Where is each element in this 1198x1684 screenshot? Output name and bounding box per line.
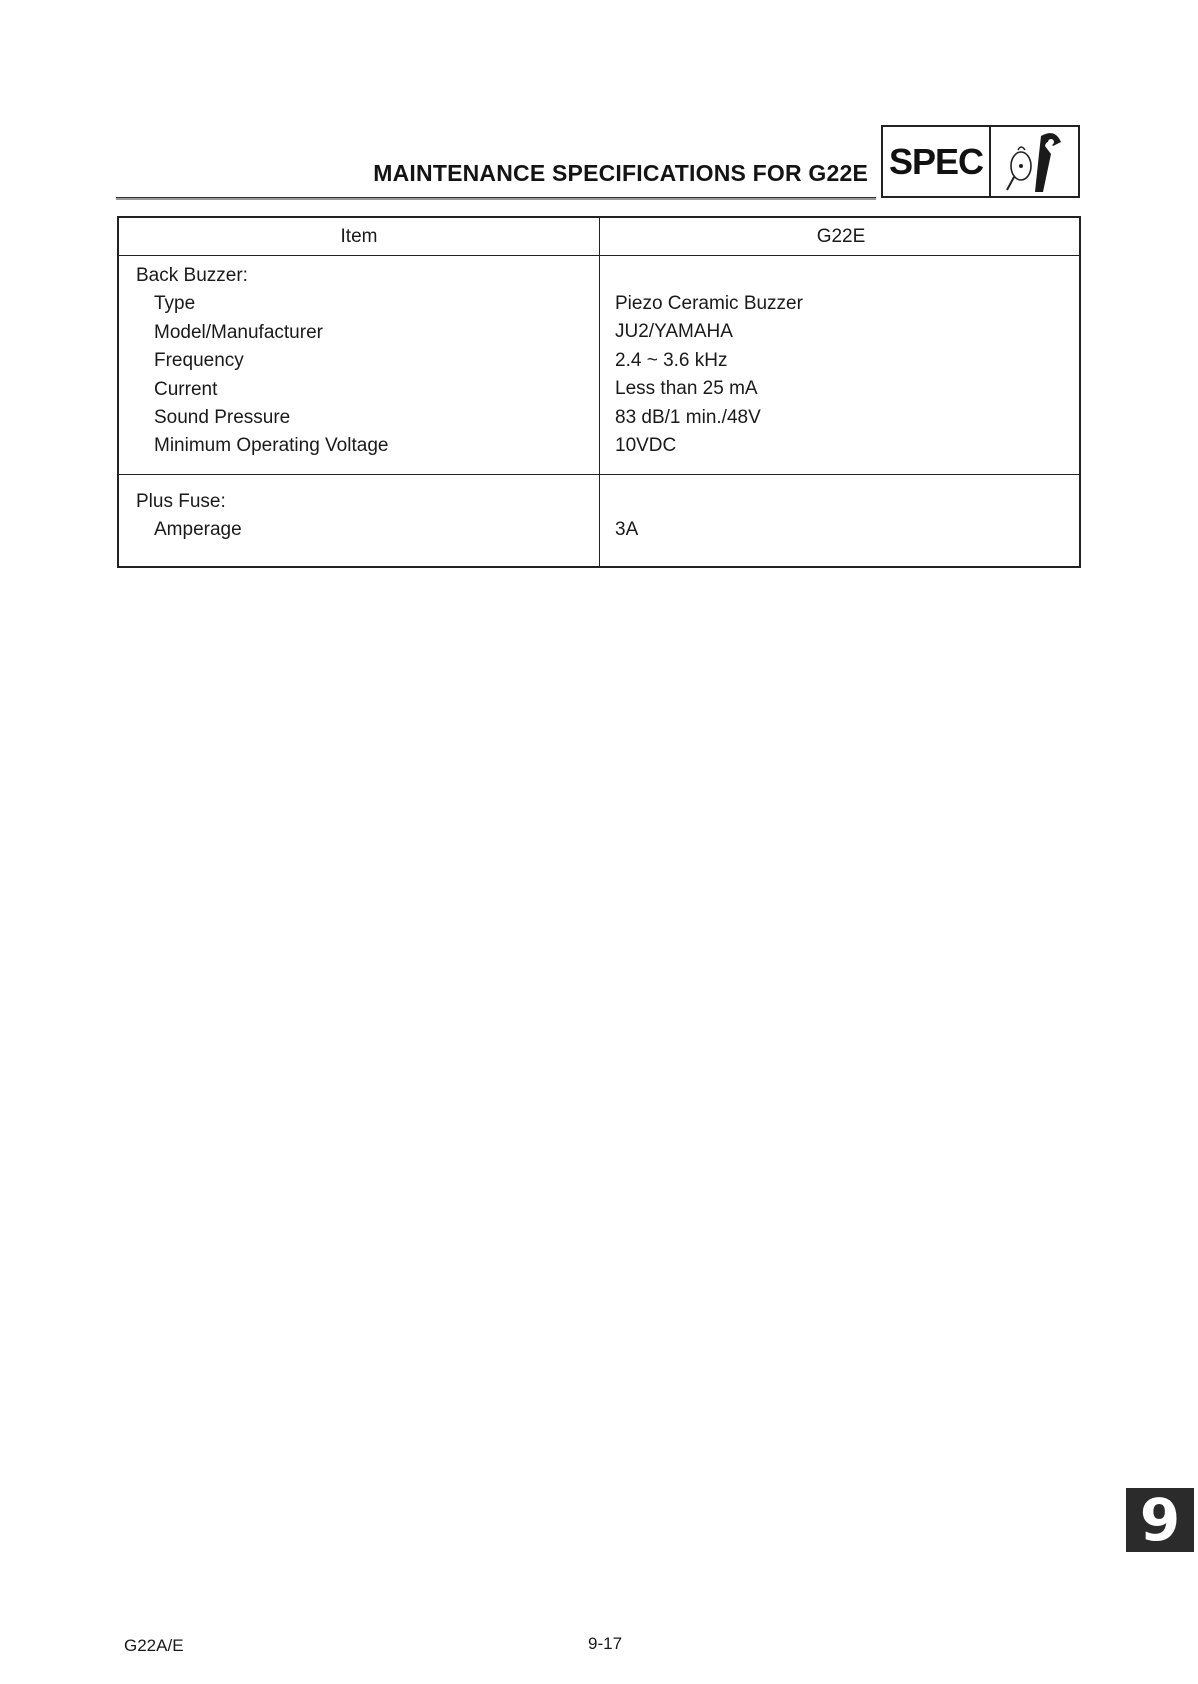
section-back-buzzer-items xyxy=(136,262,388,461)
column-header-item: Item xyxy=(340,226,378,247)
item-value: Less than 25 mA xyxy=(615,378,758,400)
section-plus-fuse-values xyxy=(615,516,638,544)
column-header-model: G22E xyxy=(816,226,866,247)
page-title: MAINTENANCE SPECIFICATIONS FOR G22E xyxy=(373,160,868,186)
footer-model: G22A/E xyxy=(124,1636,184,1655)
item-value: JU2/YAMAHA xyxy=(615,321,733,343)
item-value: Piezo Ceramic Buzzer xyxy=(615,293,803,314)
item-label: Minimum Operating Voltage xyxy=(154,435,389,457)
item-label: Amperage xyxy=(154,519,242,541)
item-label: Frequency xyxy=(154,350,244,372)
section-plus-fuse-items xyxy=(136,488,242,545)
item-label: Model/Manufacturer xyxy=(154,321,323,343)
item-label: Type xyxy=(154,293,196,315)
item-value: 10VDC xyxy=(615,434,677,456)
header-divider xyxy=(119,255,1079,256)
item-label: Current xyxy=(154,378,218,400)
section-divider xyxy=(119,474,1079,475)
chapter-tab: 9 xyxy=(1126,1488,1194,1552)
section-back-buzzer-values xyxy=(615,290,803,460)
spec-table xyxy=(117,216,1081,568)
column-divider xyxy=(599,218,600,566)
item-label: Sound Pressure xyxy=(154,406,291,428)
section-heading: Plus Fuse: xyxy=(136,491,226,512)
section-heading: Back Buzzer: xyxy=(136,265,248,286)
item-value: 3A xyxy=(615,519,639,540)
caliper-wrench-icon xyxy=(991,127,1078,196)
item-value: 2.4 ~ 3.6 kHz xyxy=(615,349,728,371)
item-value: 83 dB/1 min./48V xyxy=(615,406,761,428)
spec-badge-label: SPEC xyxy=(883,127,991,196)
title-underline xyxy=(116,197,876,200)
spec-badge xyxy=(881,125,1080,198)
page-number: 9-17 xyxy=(588,1634,623,1653)
